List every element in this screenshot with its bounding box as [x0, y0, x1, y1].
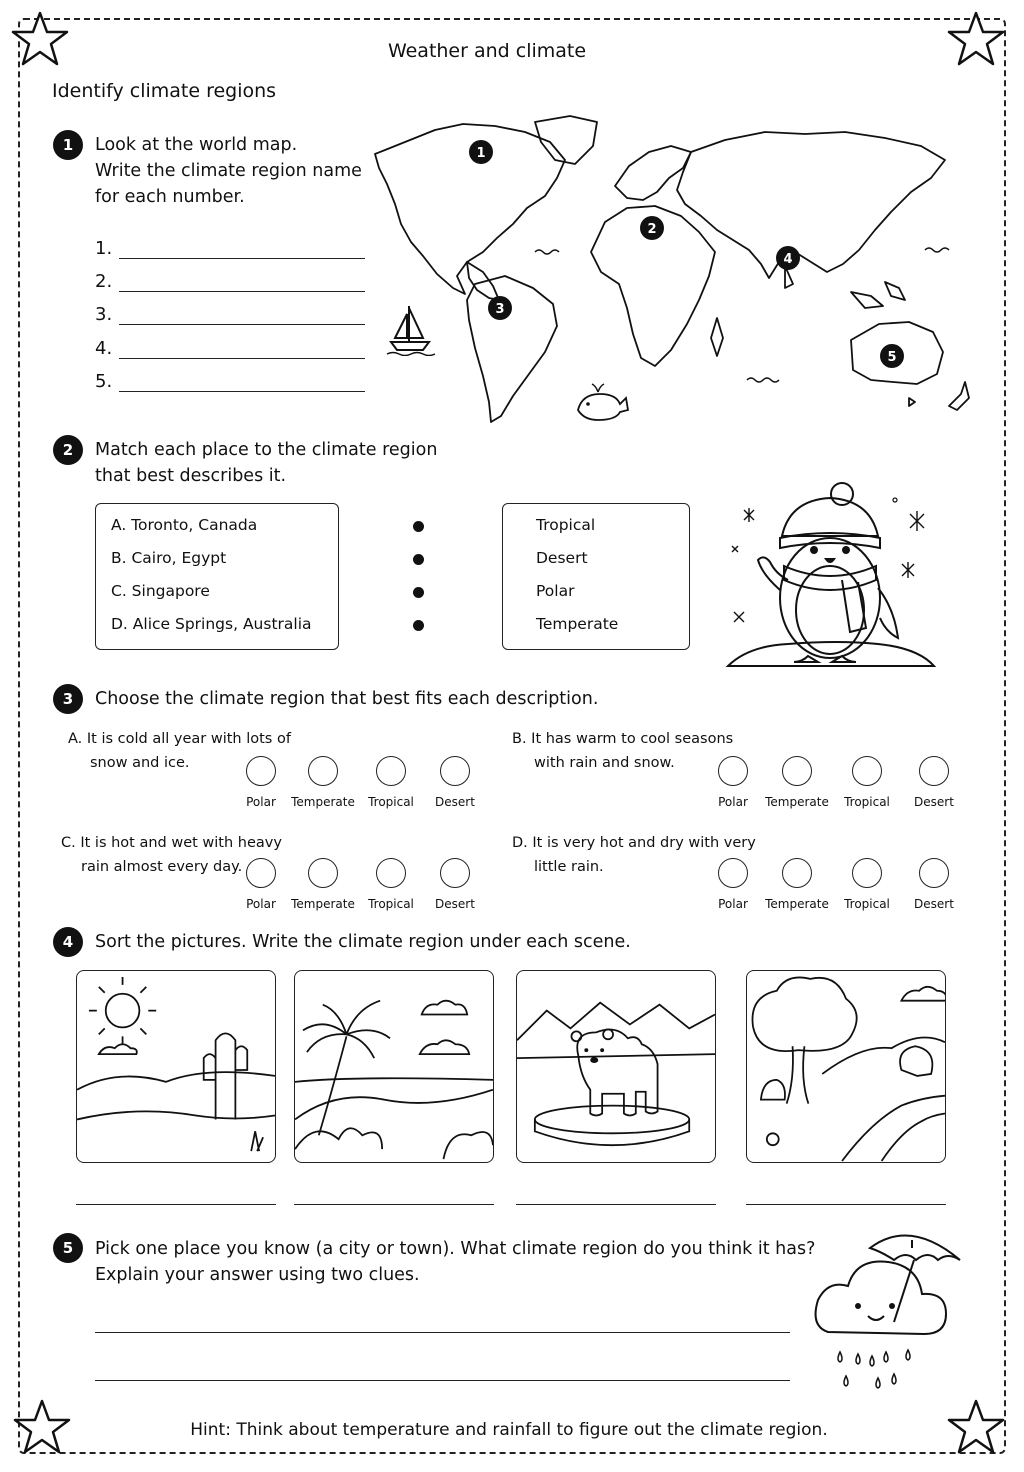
question-1-line: Write the climate region name: [95, 161, 362, 181]
map-marker-5: 5: [887, 350, 897, 365]
description-line: with rain and snow.: [534, 755, 675, 771]
description-line: little rain.: [534, 859, 604, 875]
option-tropical[interactable]: Tropical: [351, 858, 431, 911]
option-desert[interactable]: Desert: [415, 858, 495, 911]
question-number-badge: 2: [53, 435, 83, 465]
map-marker-2: 2: [647, 222, 657, 237]
match-dot[interactable]: [413, 521, 424, 532]
option-temperate[interactable]: Temperate: [283, 756, 363, 809]
scene-answer-line[interactable]: [76, 1204, 276, 1205]
tropical-beach-scene: [294, 970, 494, 1163]
temperate-tree-scene: [746, 970, 946, 1163]
penguin-illustration: [722, 480, 942, 680]
question-1-line: for each number.: [95, 187, 245, 207]
region-item[interactable]: Tropical: [536, 516, 596, 534]
option-temperate[interactable]: Temperate: [757, 858, 837, 911]
question-1-line: Look at the world map.: [95, 135, 298, 155]
description-line: snow and ice.: [90, 755, 190, 771]
scene-answer-line[interactable]: [746, 1204, 946, 1205]
answer-line-1[interactable]: 1.: [95, 238, 112, 259]
option-tropical[interactable]: Tropical: [827, 756, 907, 809]
place-item: D. Alice Springs, Australia: [111, 615, 312, 633]
whale-icon: [572, 380, 634, 422]
answer-line-3[interactable]: 3.: [95, 304, 112, 325]
description-line: B. It has warm to cool seasons: [512, 731, 734, 747]
place-item: A. Toronto, Canada: [111, 516, 258, 534]
question-3-text: Choose the climate region that best fits each description.: [95, 689, 599, 709]
question-1-text: [95, 132, 362, 210]
option-desert[interactable]: Desert: [894, 756, 974, 809]
writing-line[interactable]: [95, 1332, 790, 1333]
answer-line-5[interactable]: 5.: [95, 371, 112, 392]
page-title: Weather and climate: [387, 40, 587, 62]
writing-line[interactable]: [95, 1380, 790, 1381]
question-number-badge: 5: [53, 1233, 83, 1263]
question-2-line: Match each place to the climate region: [95, 440, 438, 460]
question-number-badge: 3: [53, 684, 83, 714]
place-item: B. Cairo, Egypt: [111, 549, 227, 567]
answer-line-4[interactable]: 4.: [95, 338, 112, 359]
description-line: D. It is very hot and dry with very: [512, 835, 756, 851]
question-2-text: [95, 437, 437, 489]
question-5-line: Explain your answer using two clues.: [95, 1265, 420, 1285]
option-tropical[interactable]: Tropical: [351, 756, 431, 809]
question-2-line: that best describes it.: [95, 466, 287, 486]
map-marker-1: 1: [476, 146, 486, 161]
option-temperate[interactable]: Temperate: [757, 756, 837, 809]
question-4-text: Sort the pictures. Write the climate region under each scene.: [95, 932, 631, 952]
option-polar[interactable]: Polar: [221, 756, 301, 809]
rain-cloud-umbrella-illustration: [810, 1220, 970, 1396]
scene-answer-line[interactable]: [516, 1204, 716, 1205]
map-marker-3: 3: [495, 302, 505, 317]
region-item[interactable]: Desert: [536, 549, 588, 567]
option-tropical[interactable]: Tropical: [827, 858, 907, 911]
match-dot[interactable]: [413, 554, 424, 565]
description-line: A. It is cold all year with lots of: [68, 731, 291, 747]
question-5-line: Pick one place you know (a city or town). What climate region do you think it has?: [95, 1239, 816, 1259]
match-dot[interactable]: [413, 620, 424, 631]
option-polar[interactable]: Polar: [693, 858, 773, 911]
description-line: C. It is hot and wet with heavy: [61, 835, 282, 851]
question-number-badge: 4: [53, 927, 83, 957]
world-map: [365, 112, 975, 437]
option-temperate[interactable]: Temperate: [283, 858, 363, 911]
question-number-badge: 1: [53, 130, 83, 160]
place-item: C. Singapore: [111, 582, 210, 600]
scene-answer-line[interactable]: [294, 1204, 494, 1205]
answer-line-2[interactable]: 2.: [95, 271, 112, 292]
match-dot[interactable]: [413, 587, 424, 598]
option-polar[interactable]: Polar: [221, 858, 301, 911]
option-polar[interactable]: Polar: [693, 756, 773, 809]
desert-scene: [76, 970, 276, 1163]
question-5-text: [95, 1236, 815, 1288]
region-item[interactable]: Polar: [536, 582, 575, 600]
option-desert[interactable]: Desert: [894, 858, 974, 911]
map-marker-4: 4: [783, 252, 793, 267]
region-item[interactable]: Temperate: [536, 615, 619, 633]
description-line: rain almost every day.: [81, 859, 243, 875]
polar-bear-scene: [516, 970, 716, 1163]
option-desert[interactable]: Desert: [415, 756, 495, 809]
hint-text: Hint: Think about temperature and rainfall to figure out the climate region.: [190, 1420, 828, 1440]
worksheet-subtitle: Identify climate regions: [52, 80, 277, 102]
